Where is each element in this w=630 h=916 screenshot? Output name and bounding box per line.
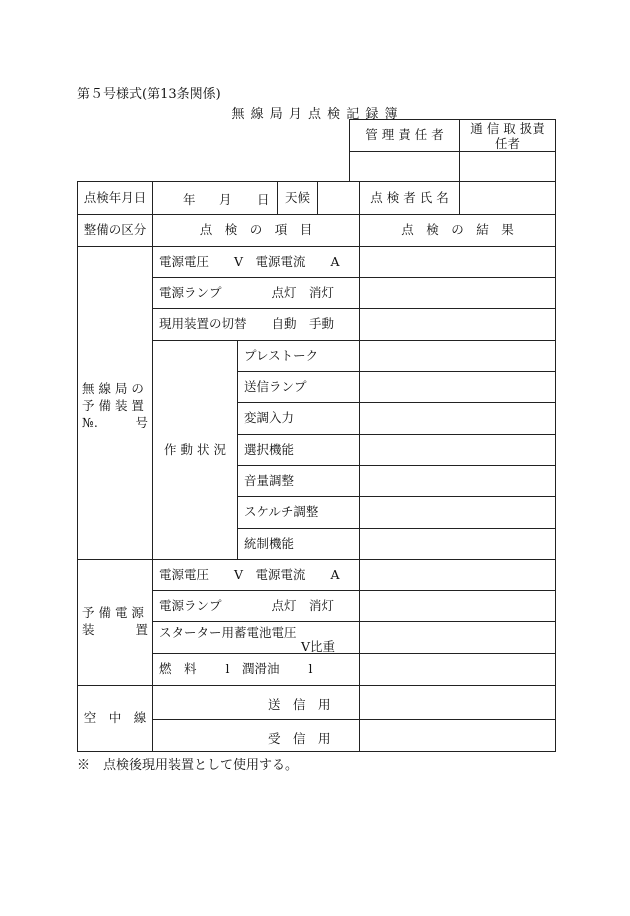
result-field[interactable] (360, 278, 555, 308)
starter-battery-label: スターター用蓄電池電圧 (159, 625, 297, 640)
section1-label-line1: 無 線 局 の (82, 381, 144, 396)
category-header: 整備の区分 (83, 222, 147, 238)
operation-label: 作 動 状 況 (164, 441, 226, 457)
handler-label-line2: 任者 (494, 135, 520, 151)
result-field[interactable] (360, 309, 555, 340)
results-header: 点 検 の 結 果 (401, 222, 514, 238)
s1-switch-row: 現用装置の切替 自動 手動 (159, 316, 335, 332)
handler-label (460, 120, 555, 151)
op-press-to-talk: プレストーク (244, 347, 319, 363)
op-squelch: スケルチ調整 (244, 504, 319, 520)
go-suffix: 号 (135, 415, 148, 430)
weather-field[interactable] (318, 182, 359, 214)
specific-gravity-label: V比重 (301, 639, 336, 654)
footer-note: ※ 点検後現用装置として使用する。 (77, 758, 299, 773)
s2-fuel-row: 燃 料 l 潤滑油 l (159, 661, 313, 677)
section2-label-line2 (82, 621, 148, 638)
antenna-receive: 受 信 用 (268, 731, 331, 746)
s2-power-row: 電源電圧 V 電源電流 A (159, 566, 340, 582)
section2-label-sou: 装 (82, 622, 95, 637)
inspector-label: 点 検 者 氏 名 (370, 189, 449, 205)
form-number: 第５号様式(第13条関係) (77, 87, 221, 102)
inspector-name-field[interactable] (460, 182, 555, 214)
section1-label-line2: 予 備 装 置 (82, 398, 144, 413)
section-backup-power-label (82, 604, 148, 638)
manager-label (350, 120, 459, 151)
op-control: 統制機能 (244, 535, 295, 551)
year-label: 年 (183, 192, 196, 207)
s1-power-row: 電源電圧 V 電源電流 A (159, 253, 340, 269)
date-label: 点検年月日 (83, 189, 147, 205)
weather-label: 天候 (284, 189, 310, 205)
handler-seal-field[interactable] (460, 152, 555, 181)
s2-lamp-row: 電源ランプ 点灯 消灯 (159, 597, 335, 613)
items-header: 点 検 の 項 目 (199, 222, 313, 238)
s1-lamp-row: 電源ランプ 点灯 消灯 (159, 284, 335, 300)
section2-label-line1: 予 備 電 源 (82, 605, 144, 620)
section1-label-number (82, 414, 148, 431)
section-antenna-label: 空 中 線 (83, 710, 147, 726)
form-title: 無 線 局 月 点 検 記 録 簿 (231, 107, 399, 122)
op-selection: 選択機能 (244, 441, 295, 457)
result-field[interactable] (360, 247, 555, 277)
section-radio-backup-label (82, 380, 148, 431)
section2-label-chi: 置 (135, 622, 148, 637)
op-transmit-lamp: 送信ランプ (244, 378, 307, 394)
antenna-transmit: 送 信 用 (268, 697, 331, 712)
manager-label-text: 管 理 責 任 者 (365, 127, 444, 143)
op-modulation-input: 変調入力 (244, 410, 295, 426)
day-label: 日 (257, 192, 270, 207)
handler-label-line1: 通 信 取 扱責 (470, 120, 545, 136)
number-sign: №. (82, 415, 98, 430)
manager-seal-field[interactable] (350, 152, 459, 181)
op-volume: 音量調整 (244, 472, 295, 488)
month-label: 月 (219, 192, 232, 207)
